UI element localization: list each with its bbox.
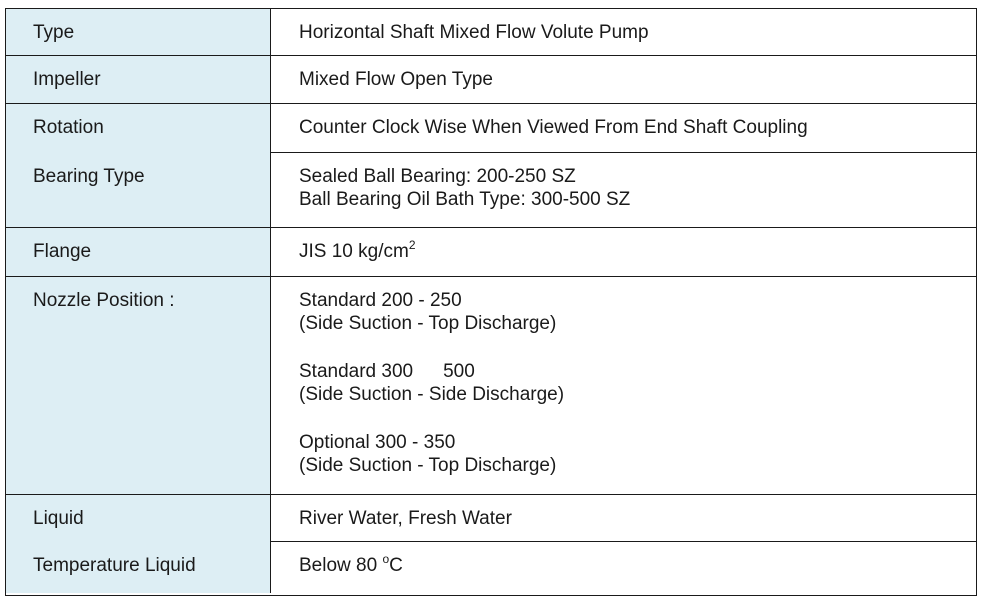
row-label-nozzle-position: Nozzle Position : [6, 277, 271, 495]
spec-table [5, 8, 977, 596]
nozzle-group-2-line-1-b: 500 [443, 361, 475, 382]
row-label-flange: Flange [6, 228, 271, 277]
temperature-unit: C [389, 555, 403, 576]
nozzle-group-3-line-1: Optional 300 - 350 [299, 432, 456, 453]
row-label-bearing-type: Bearing Type [6, 153, 271, 228]
row-label-liquid: Liquid [6, 495, 271, 542]
bearing-line-2: Ball Bearing Oil Bath Type: 300-500 SZ [299, 189, 631, 210]
nozzle-group-2-line-1 [299, 360, 976, 383]
row-value-rotation: Counter Clock Wise When Viewed From End Shaft Coupling [271, 104, 976, 153]
row-label-type: Type [6, 9, 271, 56]
temperature-degree-superscript: o [382, 552, 390, 566]
temperature-value-text: Below 80 [299, 555, 383, 576]
row-value-flange [271, 228, 976, 277]
flange-value-superscript: 2 [408, 238, 416, 252]
nozzle-group-2-line-1-a: Standard 300 [299, 361, 414, 382]
row-label-impeller: Impeller [6, 56, 271, 104]
row-value-type: Horizontal Shaft Mixed Flow Volute Pump [271, 9, 976, 56]
row-value-nozzle-position [271, 277, 976, 495]
nozzle-group-1-line-2: (Side Suction - Top Discharge) [299, 313, 557, 334]
row-value-temperature-liquid [271, 542, 976, 593]
row-label-temperature-liquid: Temperature Liquid [6, 542, 271, 593]
nozzle-group-1-line-1: Standard 200 - 250 [299, 290, 462, 311]
row-value-liquid: River Water, Fresh Water [271, 495, 976, 542]
nozzle-group-3-line-2: (Side Suction - Top Discharge) [299, 455, 557, 476]
flange-value-text: JIS 10 kg/cm [299, 241, 409, 262]
nozzle-group-2-line-2: (Side Suction - Side Discharge) [299, 384, 565, 405]
bearing-line-1: Sealed Ball Bearing: 200-250 SZ [299, 166, 576, 187]
row-value-bearing-type [271, 153, 976, 228]
row-label-rotation: Rotation [6, 104, 271, 153]
row-value-impeller: Mixed Flow Open Type [271, 56, 976, 104]
